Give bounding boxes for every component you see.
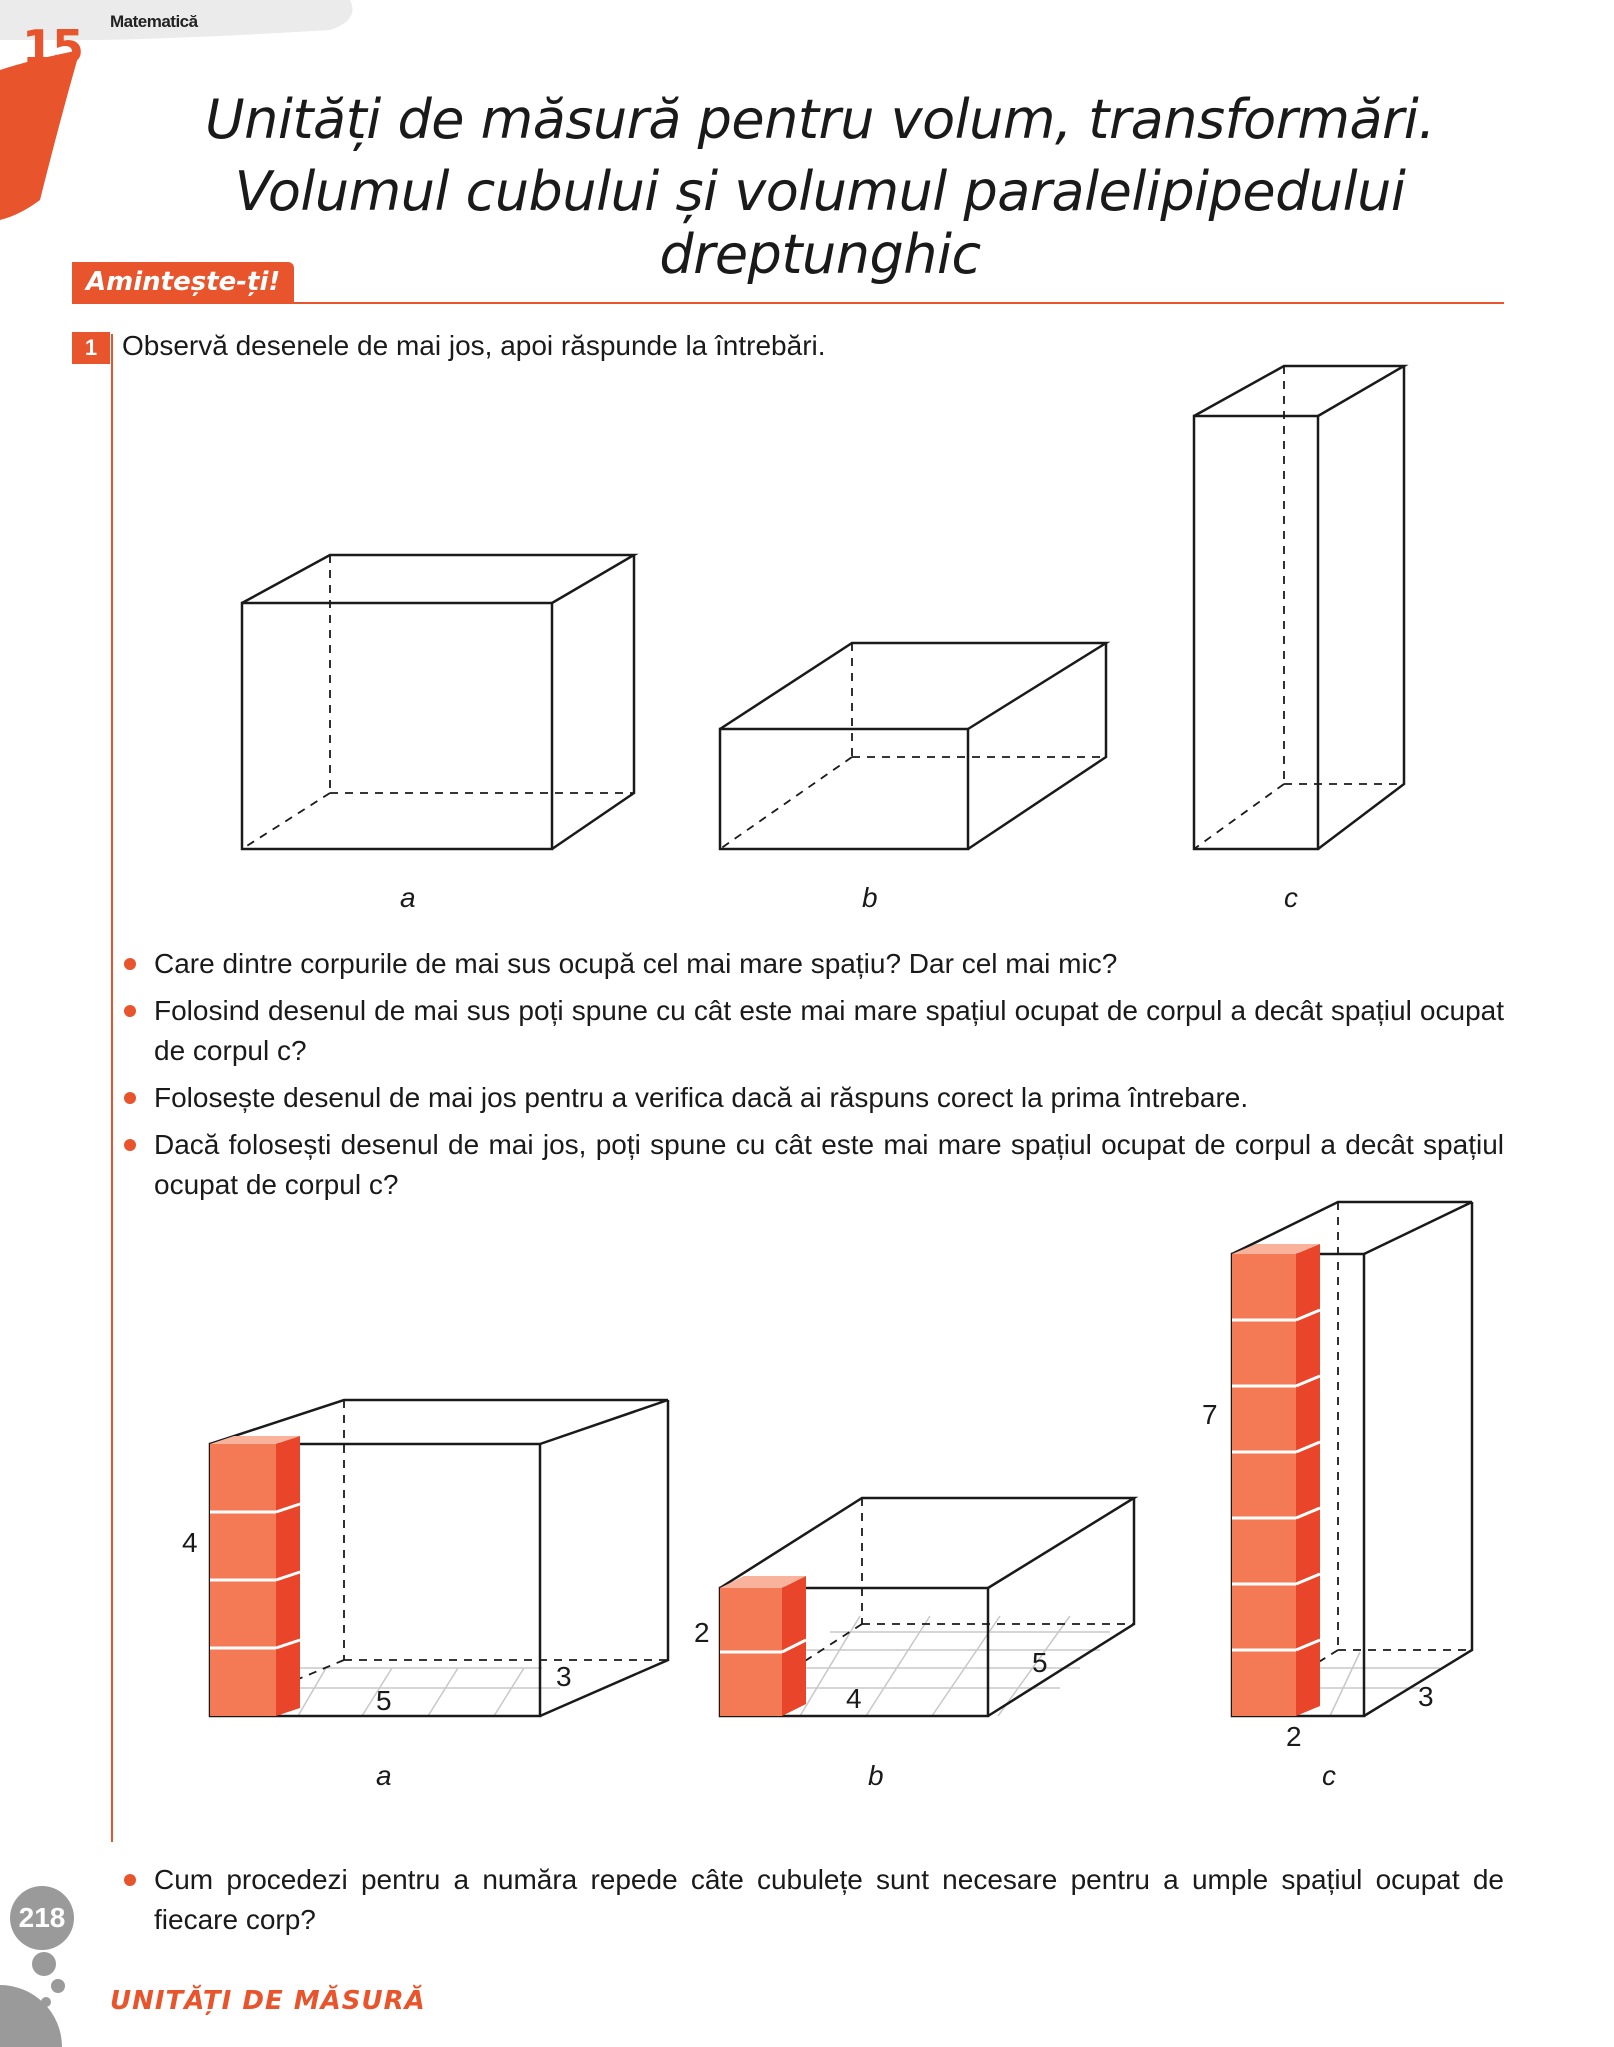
dim-a-height: 4 — [182, 1527, 198, 1558]
top-figure-label-c: c — [1284, 882, 1298, 913]
page-title-line-2: Volumul cubului și volumul paralelipipedului dreptunghic — [234, 160, 1406, 286]
question-1: Care dintre corpurile de mai sus ocupă cel mai mare spațiu? Dar cel mai mic? — [154, 948, 1118, 979]
dim-a-depth: 3 — [556, 1661, 572, 1692]
dim-c-depth: 3 — [1418, 1681, 1434, 1712]
question-3: Folosește desenul de mai jos pentru a verifica dacă ai răspuns corect la prima întrebare. — [154, 1082, 1249, 1113]
page-number: 218 — [10, 1886, 74, 1950]
exercise-number: 1 — [72, 332, 110, 364]
exercise-instruction: Observă desenele de mai jos, apoi răspunde la întrebări. — [122, 330, 826, 361]
top-figure-label-a: a — [400, 882, 416, 913]
chapter-footer: UNITĂȚI DE MĂSURĂ — [110, 1986, 426, 2016]
dim-b-length: 4 — [846, 1683, 862, 1714]
subject-label: Matematică — [110, 12, 198, 31]
question-5: Cum procedezi pentru a număra repede câte cubulețe sunt necesare pentru a umple spațiul ocupat de fiecare corp? — [154, 1864, 1504, 1935]
bottom-figure-label-c: c — [1322, 1760, 1336, 1791]
lesson-number: 15 — [22, 20, 83, 74]
dim-c-height: 7 — [1202, 1399, 1218, 1430]
top-figure-label-b: b — [862, 882, 878, 913]
dim-c-length: 2 — [1286, 1721, 1302, 1752]
dim-a-length: 5 — [376, 1685, 392, 1716]
bottom-figure-label-b: b — [868, 1760, 884, 1791]
page-title-line-1: Unități de măsură pentru volum, transformări. — [205, 88, 1435, 151]
bottom-figure-label-a: a — [376, 1760, 392, 1791]
question-4: Dacă folosești desenul de mai jos, poți spune cu cât este mai mare spațiul ocupat de corpul a decât spațiul ocupat de corpul c? — [154, 1129, 1504, 1200]
question-2: Folosind desenul de mai sus poți spune cu cât este mai mare spațiul ocupat de corpul a decât spațiul ocupat de corpul c? — [154, 995, 1504, 1066]
dim-b-height: 2 — [694, 1617, 710, 1648]
dim-b-depth: 5 — [1032, 1647, 1048, 1678]
section-label: Amintește-ți! — [72, 262, 294, 302]
